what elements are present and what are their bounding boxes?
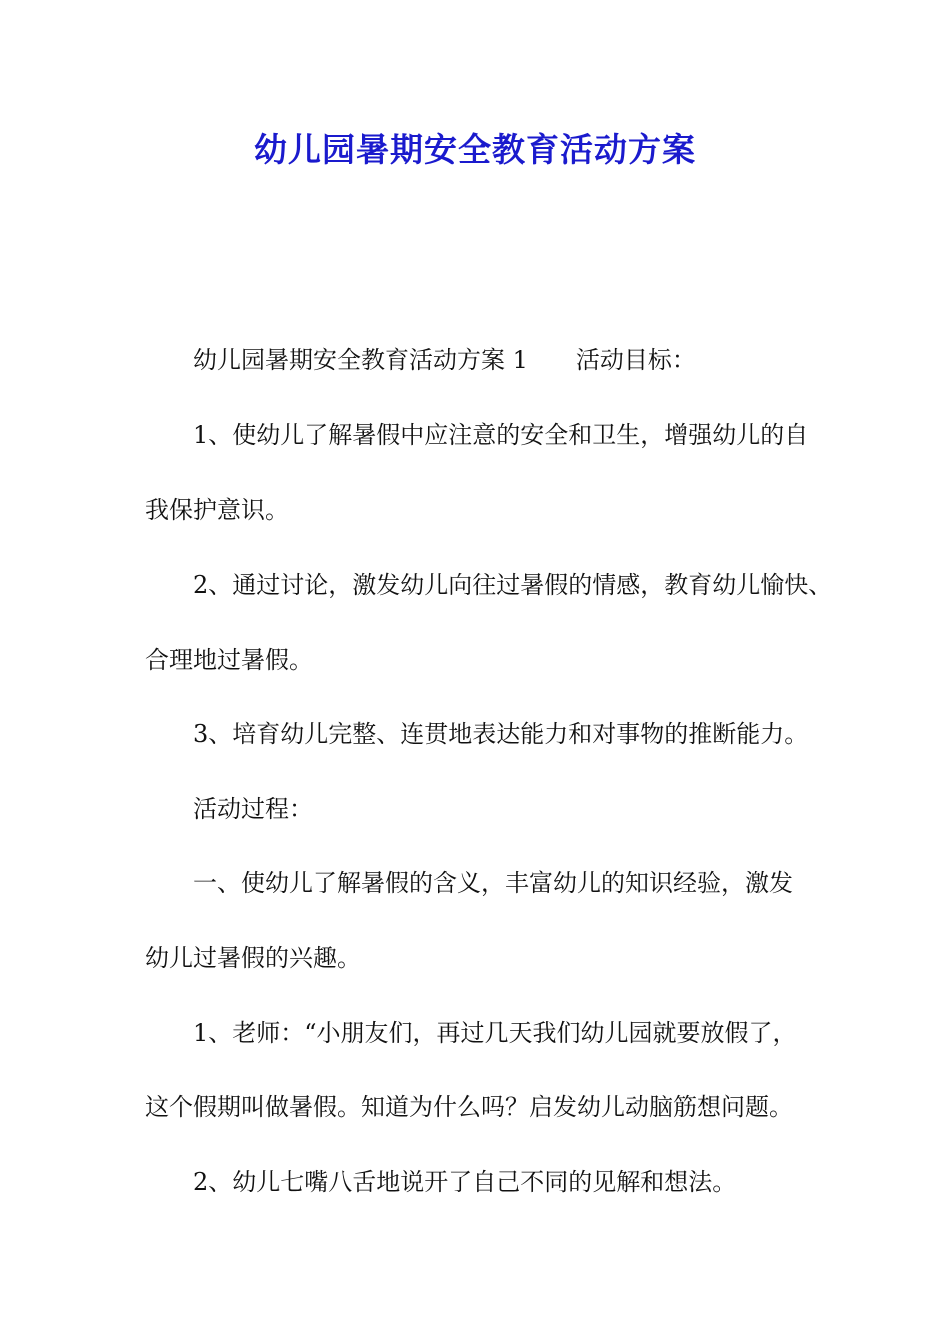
paragraph-line: 2、通过讨论，激发幼儿向往过暑假的情感，教育幼儿愉快、 — [193, 571, 833, 599]
paragraph-line: 2、幼儿七嘴八舌地说开了自己不同的见解和想法。 — [193, 1168, 737, 1196]
paragraph-line: 这个假期叫做暑假。知道为什么吗？启发幼儿动脑筋想问题。 — [145, 1093, 793, 1121]
paragraph-line: 1、老师：“小朋友们，再过几天我们幼儿园就要放假了， — [193, 1019, 797, 1047]
paragraph-line — [193, 344, 696, 376]
paragraph-line: 幼儿过暑假的兴趣。 — [145, 944, 361, 972]
section-heading-process: 活动过程： — [193, 795, 313, 823]
section-heading-goals: 活动目标： — [575, 346, 696, 374]
paragraph-line: 合理地过暑假。 — [145, 646, 313, 674]
paragraph-line: 一、使幼儿了解暑假的含义，丰富幼儿的知识经验，激发 — [193, 869, 793, 897]
paragraph-line: 3、培育幼儿完整、连贯地表达能力和对事物的推断能力。 — [193, 720, 809, 748]
plan-heading: 幼儿园暑期安全教育活动方案 1 — [193, 346, 528, 374]
document-title: 幼儿园暑期安全教育活动方案 — [254, 130, 696, 169]
paragraph-line: 我保护意识。 — [145, 496, 289, 524]
paragraph-line: 1、使幼儿了解暑假中应注意的安全和卫生，增强幼儿的自 — [193, 421, 809, 449]
